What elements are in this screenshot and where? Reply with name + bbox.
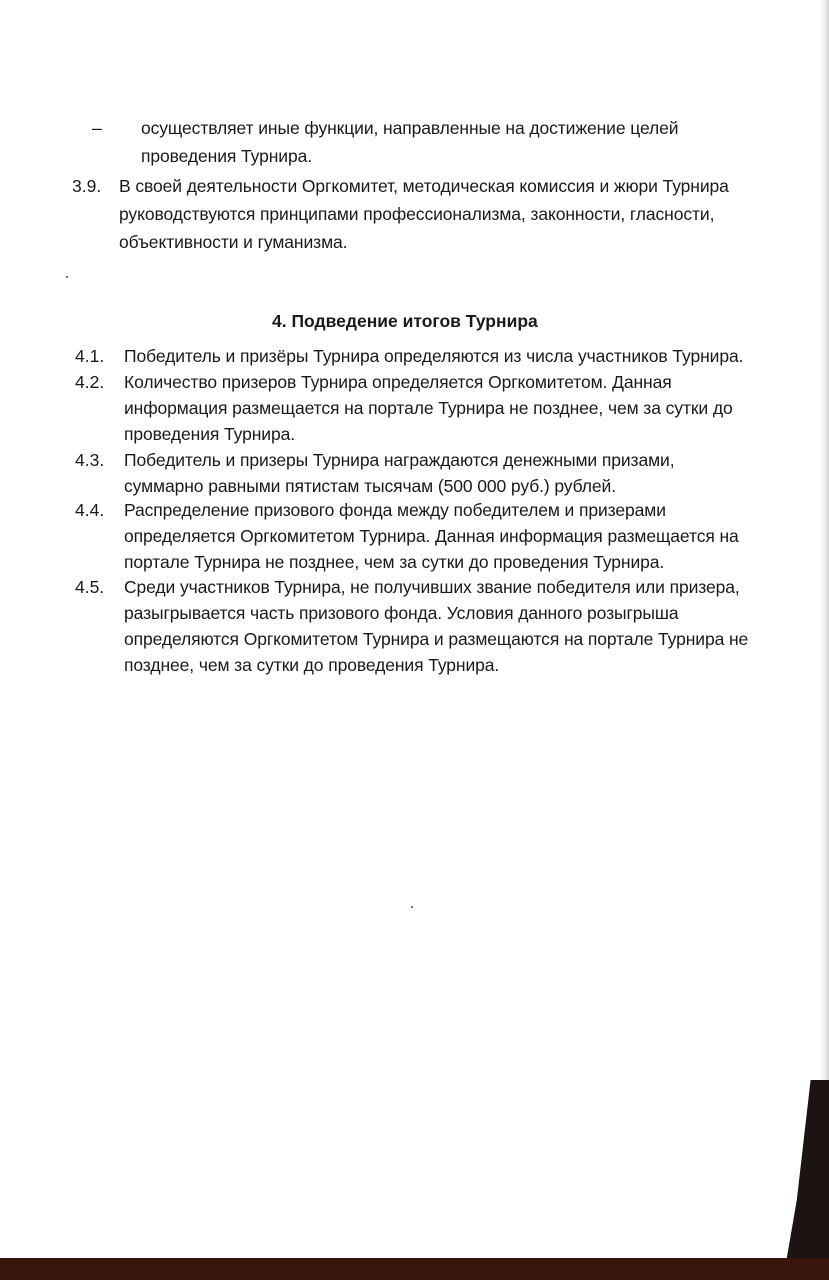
item-number: 4.1. [75,346,105,366]
paragraph-line: определяется Оргкомитетом Турнира. Данная информация размещается на [124,526,739,546]
scan-dark-corner [783,1080,829,1280]
paragraph-line: определяются Оргкомитетом Турнира и размещаются на портале Турнира не [124,629,749,649]
scan-speck [66,276,68,278]
paragraph-line: руководствуются принципами профессионализма, законности, гласности, [119,204,715,224]
paragraph-line: Победитель и призеры Турнира награждаются денежными призами, [124,450,675,470]
paragraph-line: проведения Турнира. [124,424,295,444]
list-bullet-dash: – [92,118,102,138]
paragraph-line: разыгрывается часть призового фонда. Условия данного розыгрыша [124,603,679,623]
paragraph-line: информация размещается на портале Турнира не позднее, чем за сутки до [124,398,733,418]
scan-bottom-border [0,1258,829,1280]
paragraph-line: Количество призеров Турнира определяется Оргкомитетом. Данная [124,372,672,392]
scan-speck [411,906,413,908]
paragraph-line: Среди участников Турнира, не получивших звание победителя или призера, [124,577,740,597]
item-number: 4.5. [75,577,105,597]
paragraph-line: позднее, чем за сутки до проведения Турнира. [124,655,500,675]
paragraph-line: объективности и гуманизма. [119,232,348,252]
item-number: 4.2. [75,372,105,392]
paragraph-line: Победитель и призёры Турнира определяются из числа участников Турнира. [124,346,744,366]
paragraph-line: портале Турнира не позднее, чем за сутки до проведения Турнира. [124,552,665,572]
item-number: 4.3. [75,450,105,470]
item-number: 4.4. [75,500,105,520]
paragraph-line: В своей деятельности Оргкомитет, методическая комиссия и жюри Турнира [119,176,729,196]
item-number: 3.9. [72,176,102,196]
paragraph-line: суммарно равными пятистам тысячам (500 000 руб.) рублей. [124,476,616,496]
section-heading: 4. Подведение итогов Турнира [272,311,538,331]
paragraph-line: осуществляет иные функции, направленные на достижение целей [141,118,679,138]
paragraph-line: Распределение призового фонда между победителем и призерами [124,500,666,520]
paragraph-line: проведения Турнира. [141,146,312,166]
